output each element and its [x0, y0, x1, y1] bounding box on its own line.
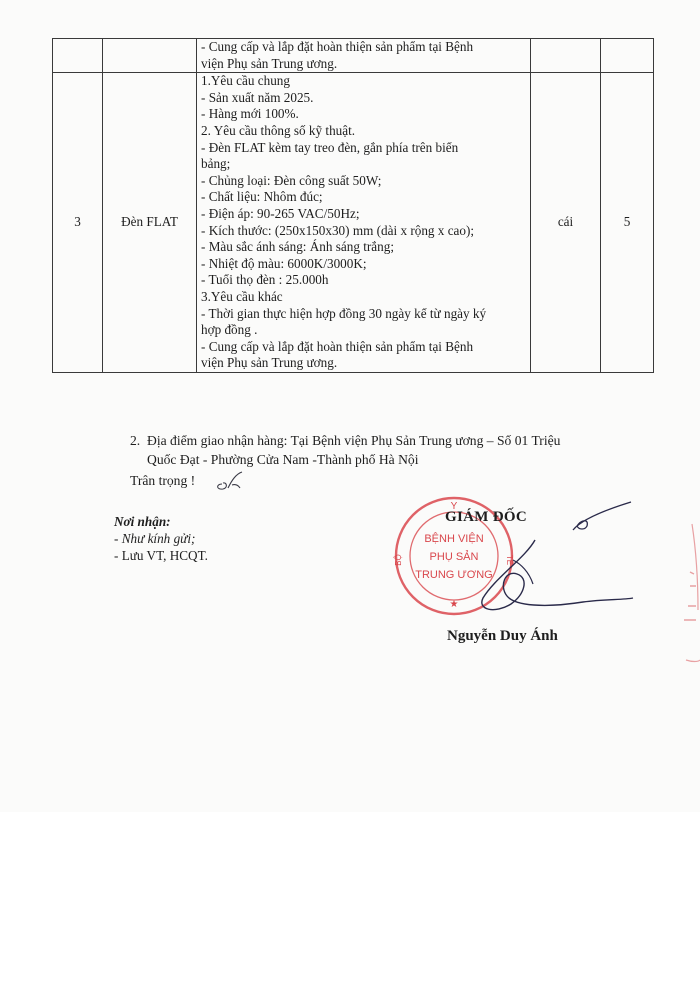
description-line: - Chủng loại: Đèn công suất 50W;	[201, 172, 382, 188]
cell-unit: cái	[531, 73, 601, 373]
recipient-item: - Như kính gửi;	[114, 531, 196, 546]
recipients-block	[114, 513, 208, 564]
specification-table	[52, 38, 654, 373]
cell-name-empty	[103, 39, 197, 73]
description-line: viện Phụ sản Trung ương.	[201, 355, 338, 371]
description-line: 3.Yêu cầu khác	[201, 288, 283, 304]
cell-description-previous	[197, 39, 531, 73]
cell-item-name: Đèn FLAT	[103, 73, 197, 373]
description-line: - Thời gian thực hiện hợp đồng 30 ngày kể từ ngày ký	[201, 305, 487, 321]
cell-description	[197, 73, 531, 373]
description-line: - Kích thước: (250x150x30) mm (dài x rộng x cao);	[201, 222, 475, 238]
description-line: hợp đồng .	[201, 322, 258, 338]
description-line: - Nhiệt độ màu: 6000K/3000K;	[201, 255, 367, 271]
description-line: - Cung cấp và lắp đặt hoàn thiện sản phẩm tại Bệnh	[201, 39, 474, 54]
description-line: bảng;	[201, 156, 231, 172]
description-line: - Tuổi thọ đèn : 25.000h	[201, 272, 329, 288]
stamp-line-3: TRUNG ƯƠNG	[415, 569, 493, 581]
initial-mark-icon	[212, 470, 248, 492]
cell-quantity: 5	[601, 73, 654, 373]
stamp-star-icon: ★	[449, 599, 459, 610]
partial-stamp-edge	[672, 520, 700, 670]
stamp-right-text: TẾ	[505, 554, 514, 566]
handwritten-signature	[455, 500, 635, 620]
signer-name: Nguyễn Duy Ánh	[447, 628, 558, 644]
description-line: 2. Yêu cầu thông số kỹ thuật.	[201, 122, 356, 138]
cell-unit-empty	[531, 39, 601, 73]
description-line: - Cung cấp và lắp đặt hoàn thiện sản phẩm tại Bệnh	[201, 338, 474, 354]
stamp-line-1: BỆNH VIỆN	[424, 533, 484, 545]
delivery-line-2: Quốc Đạt - Phường Cửa Nam -Thành phố Hà Nội	[147, 452, 419, 467]
stamp-top-letter: Y	[450, 501, 458, 512]
recipient-item: - Lưu VT, HCQT.	[114, 548, 208, 563]
director-title: GIÁM ĐỐC	[445, 509, 527, 525]
stamp-line-2: PHỤ SẢN	[429, 551, 479, 563]
cell-index: 3	[53, 73, 103, 373]
closing-regards: Trân trọng !	[130, 473, 196, 488]
description-line: - Đèn FLAT kèm tay treo đèn, gắn phía trên biển	[201, 139, 459, 155]
cell-index-empty	[53, 39, 103, 73]
description-line: - Hàng mới 100%.	[201, 106, 299, 122]
delivery-location	[130, 431, 650, 469]
description-line: - Sản xuất năm 2025.	[201, 89, 314, 105]
cell-quantity-empty	[601, 39, 654, 73]
delivery-number: 2.	[130, 433, 141, 448]
delivery-line-1: Địa điểm giao nhận hàng: Tại Bệnh viện Phụ Sản Trung ương – Số 01 Triệu	[147, 433, 561, 448]
description-line: - Màu sắc ánh sáng: Ánh sáng trắng;	[201, 239, 395, 255]
description-line: - Điện áp: 90-265 VAC/50Hz;	[201, 205, 360, 221]
description-line: 1.Yêu cầu chung	[201, 73, 290, 89]
recipients-heading: Nơi nhận:	[114, 514, 171, 529]
description-line: - Chất liệu: Nhôm đúc;	[201, 189, 323, 205]
description-line: viện Phụ sản Trung ương.	[201, 55, 338, 71]
stamp-left-text: BỘ	[394, 554, 403, 566]
table-row-3	[53, 73, 654, 373]
table-row-previous	[53, 39, 654, 73]
